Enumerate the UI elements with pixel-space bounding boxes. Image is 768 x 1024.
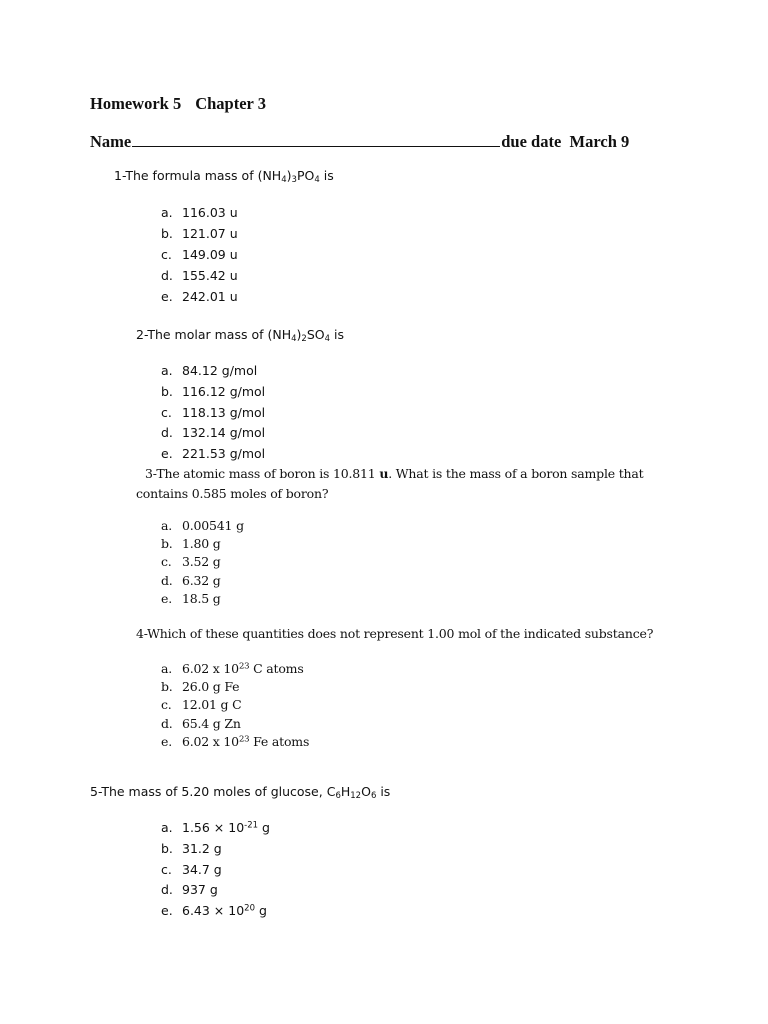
option-letter: e. [161, 446, 173, 462]
q5-option-d [161, 880, 270, 901]
option-text: 242.01 u [182, 289, 238, 304]
question-4-options [161, 660, 309, 751]
q3-option-e [161, 590, 244, 608]
option-letter: b. [161, 840, 173, 856]
option-letter: b. [161, 383, 173, 399]
option-text: 12.01 g C [182, 697, 242, 713]
option-text: 121.07 u [182, 226, 238, 241]
option-letter: b. [161, 226, 173, 241]
q2-option-e [161, 444, 265, 465]
option-text: 6.02 x 10 [182, 733, 239, 749]
q3-option-d [161, 572, 244, 590]
option-letter: a. [161, 205, 173, 220]
q1-option-a [161, 202, 238, 223]
option-text-suffix: g [255, 903, 267, 919]
q5-option-e [161, 901, 270, 922]
option-letter: e. [161, 733, 172, 749]
option-text: 155.42 u [182, 268, 238, 283]
option-letter: a. [161, 661, 173, 676]
option-letter: a. [161, 518, 173, 533]
option-exponent: 23 [238, 734, 250, 745]
question-5: 5-The mass of 5.20 moles of glucose, $C_6H_{12}O_6$ is [90, 784, 391, 802]
option-text: 3.52 g [182, 554, 221, 570]
name-blank[interactable] [132, 131, 500, 147]
due-date: March 9 [569, 132, 630, 151]
option-letter: c. [161, 247, 172, 262]
option-letter: e. [161, 289, 173, 304]
q1-option-c [161, 244, 238, 265]
option-text-suffix: C atoms [249, 661, 304, 676]
option-text: 6.32 g [182, 572, 221, 588]
q3-option-c [161, 553, 244, 571]
option-exponent: 23 [238, 661, 250, 672]
q5-option-a [161, 818, 270, 839]
option-text: 118.13 g/mol [182, 404, 266, 420]
option-letter: b. [161, 679, 173, 695]
option-letter: e. [161, 590, 172, 606]
q1-option-e [161, 286, 238, 307]
option-letter: d. [161, 572, 173, 588]
question-2: 2-The molar mass of $(NH_4)_2SO_4$ is [136, 327, 344, 345]
option-letter: d. [161, 268, 173, 283]
option-letter: c. [161, 554, 172, 570]
option-text: 6.02 x 10 [182, 661, 239, 676]
q4-option-c [161, 696, 309, 714]
option-letter: c. [161, 404, 172, 420]
q2-option-a [161, 361, 265, 382]
option-letter: a. [161, 363, 173, 378]
due-label: due date [501, 132, 562, 151]
option-letter: a. [161, 820, 173, 835]
page-title [90, 94, 266, 114]
name-label: Name [90, 132, 132, 151]
question-1: 1-The formula mass of $(NH_4)_3PO_4$ is [114, 168, 334, 186]
option-text: 26.0 g Fe [182, 679, 240, 695]
q4-option-e [161, 733, 309, 751]
option-text-suffix: Fe atoms [249, 733, 310, 749]
q4-option-a [161, 660, 309, 678]
option-text-suffix: g [258, 820, 270, 835]
option-text: 1.80 g [182, 536, 221, 552]
option-text: 84.12 g/mol [182, 363, 258, 378]
chapter-label: Chapter 3 [195, 94, 266, 113]
option-text: 1.56 × 10 [182, 820, 245, 835]
question-3: 3-The atomic mass of boron is 10.811 u. What is the mass of a boron sample that contains 0.585 moles of boron? [136, 466, 644, 501]
q2-option-c [161, 403, 265, 424]
q5-option-c [161, 860, 270, 881]
homework-label: Homework 5 [90, 94, 182, 113]
question-2-options [161, 361, 265, 465]
option-text: 0.00541 g [182, 518, 244, 533]
option-letter: d. [161, 882, 173, 898]
option-text: 149.09 u [182, 247, 238, 262]
option-text: 34.7 g [182, 861, 222, 877]
option-text: 116.12 g/mol [182, 383, 266, 399]
option-letter: d. [161, 715, 173, 731]
option-letter: e. [161, 903, 173, 919]
option-text: 65.4 g Zn [182, 715, 241, 731]
option-letter: c. [161, 861, 172, 877]
q3-option-b [161, 535, 244, 553]
q2-option-b [161, 382, 265, 403]
option-letter: d. [161, 425, 173, 441]
option-text: 132.14 g/mol [182, 425, 266, 441]
option-exponent: 20 [244, 903, 255, 914]
question-1-options [161, 202, 238, 307]
question-3-options [161, 517, 244, 608]
q4-option-d [161, 715, 309, 733]
option-text: 937 g [182, 882, 218, 898]
option-text: 6.43 × 10 [182, 903, 245, 919]
q3-option-a [161, 517, 244, 535]
option-letter: b. [161, 536, 173, 552]
question-4: 4-Which of these quantities does not represent 1.00 mol of the indicated substance? [136, 626, 654, 641]
option-letter: c. [161, 697, 172, 713]
q1-option-b [161, 223, 238, 244]
q1-option-d [161, 265, 238, 286]
option-text: 221.53 g/mol [182, 446, 266, 462]
q4-option-b [161, 678, 309, 696]
q5-option-b [161, 839, 270, 860]
q2-option-d [161, 423, 265, 444]
option-text: 18.5 g [182, 590, 221, 606]
option-text: 116.03 u [182, 205, 238, 220]
option-exponent: -21 [244, 820, 259, 831]
option-text: 31.2 g [182, 840, 222, 856]
name-due-line [90, 131, 629, 152]
question-5-options [161, 818, 270, 922]
